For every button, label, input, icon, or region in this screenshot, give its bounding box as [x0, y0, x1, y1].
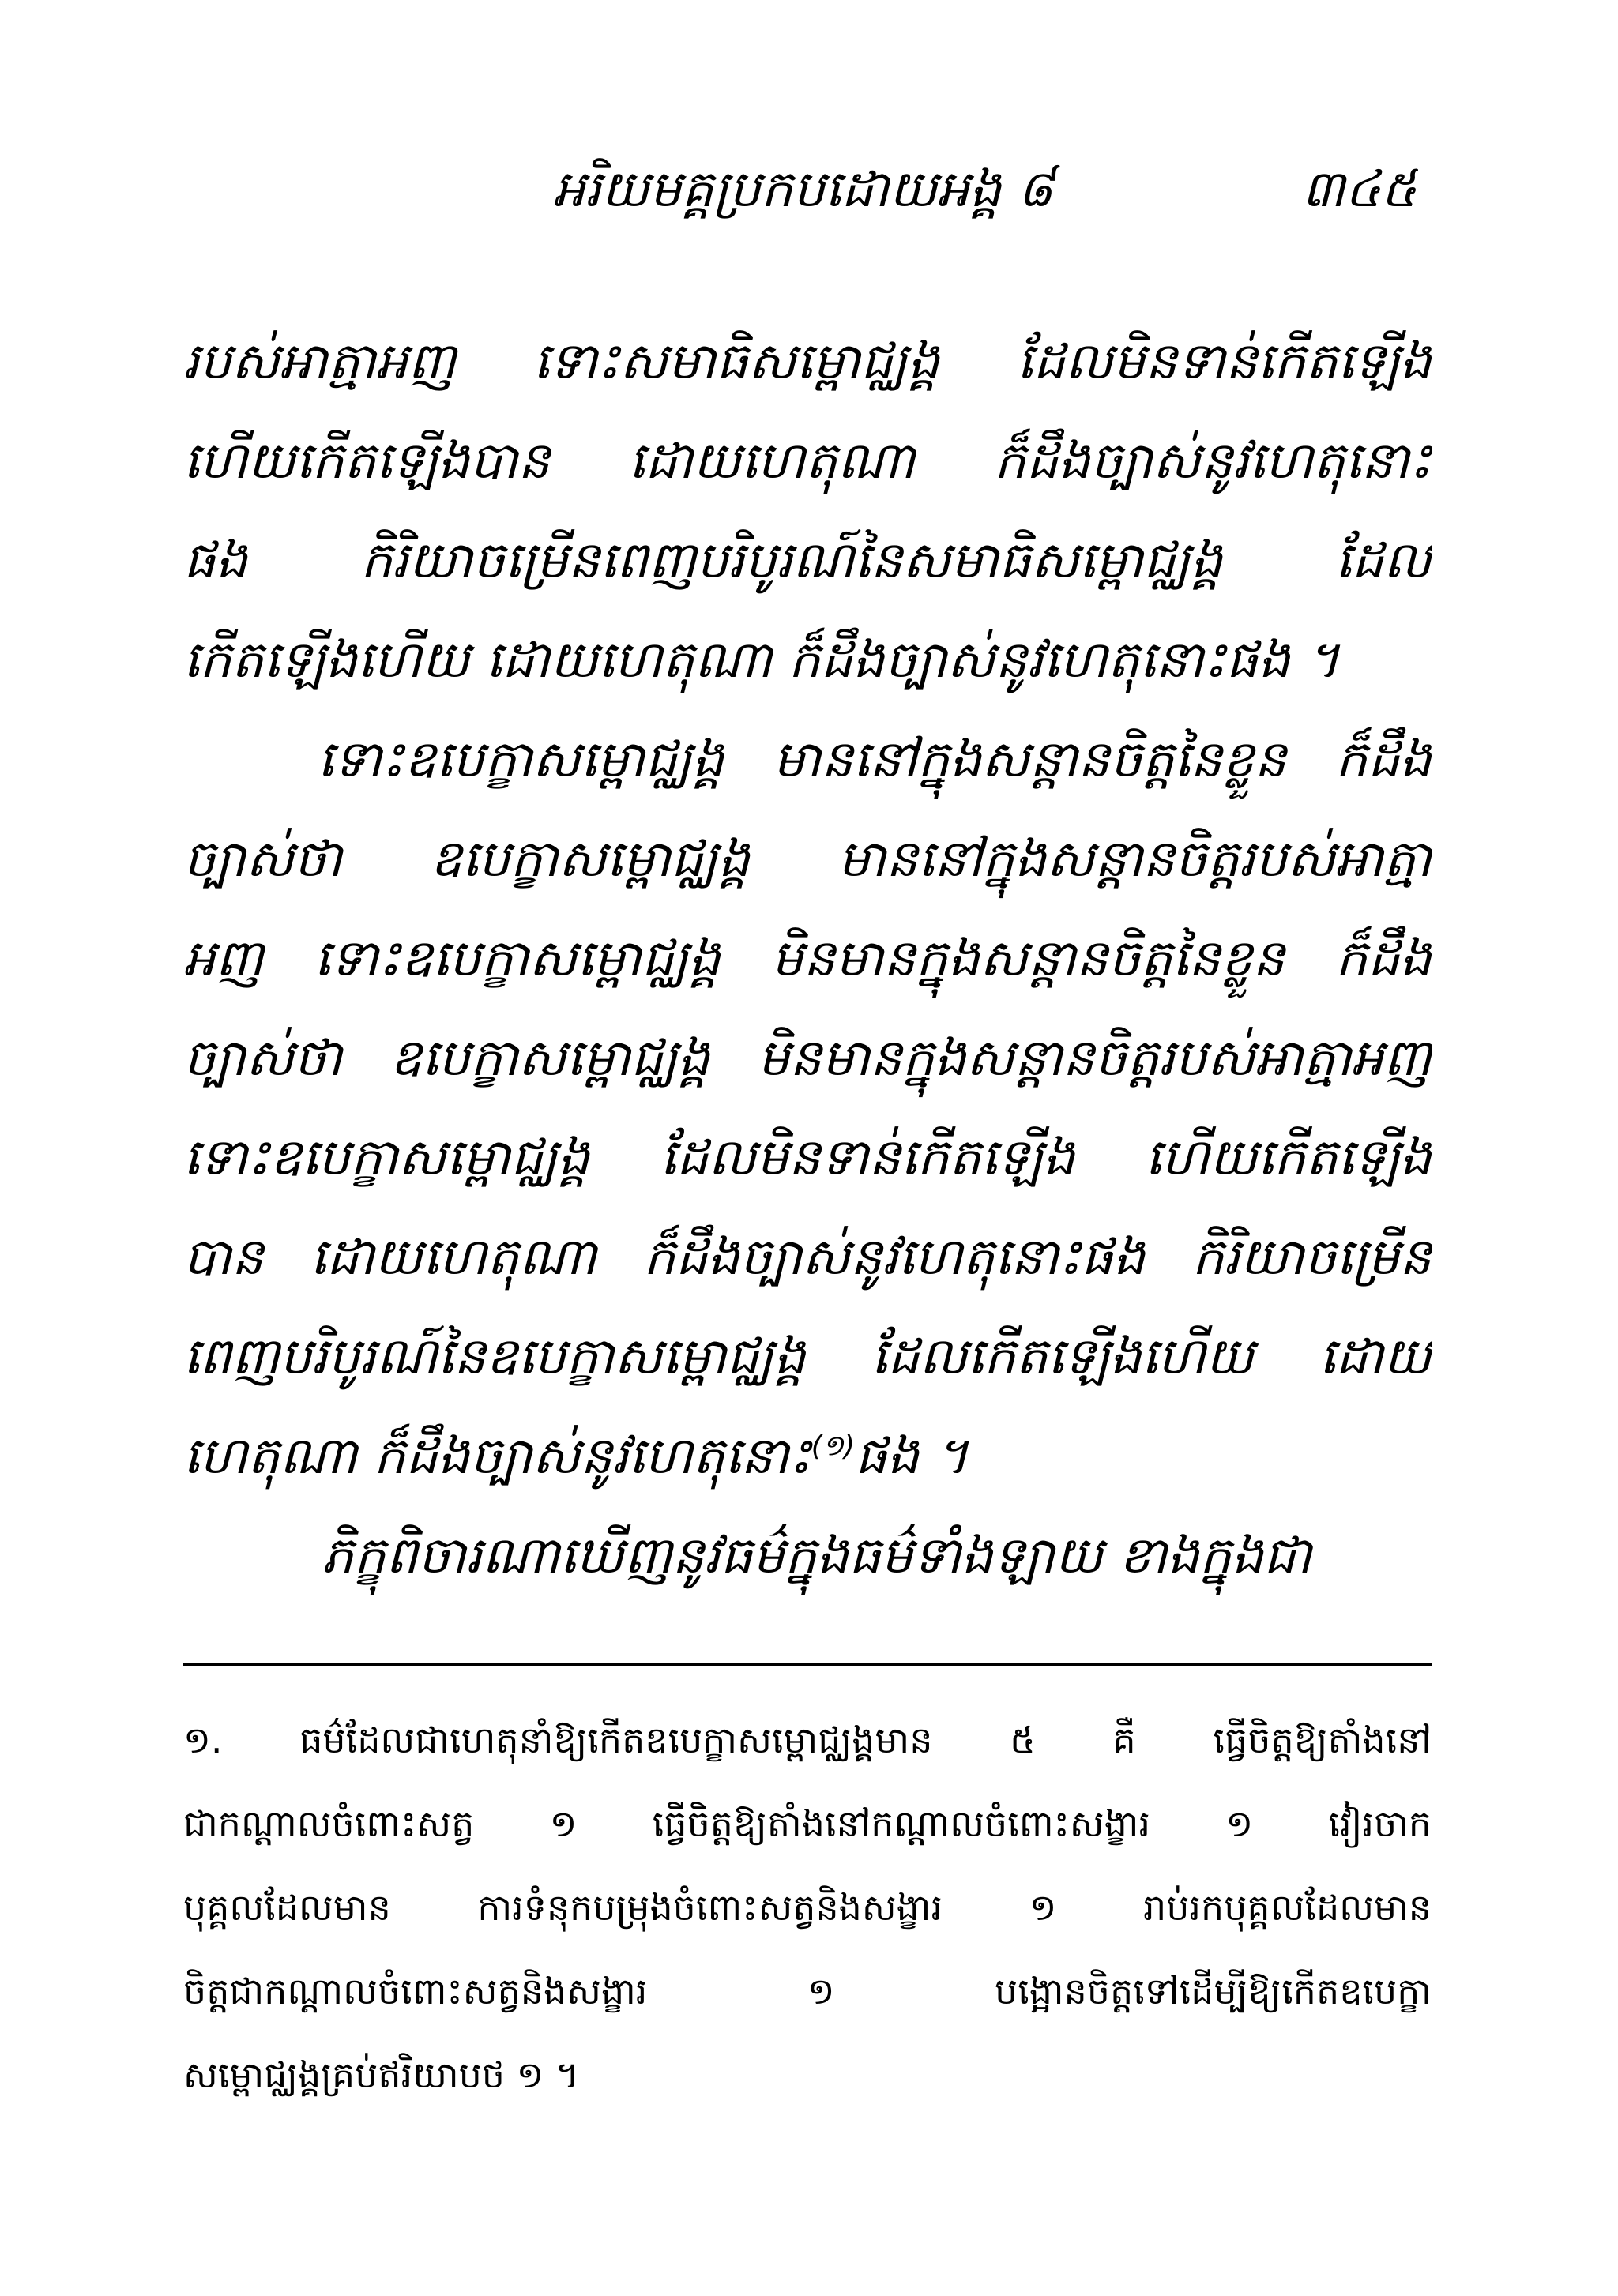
page-number: ៣៤៥ [1301, 160, 1417, 219]
body-line-tail: ផង ។ [855, 1427, 969, 1486]
running-header [0, 150, 1618, 245]
body-line-with-footnote-ref [183, 1407, 1432, 1506]
body-line: ច្បាស់ថា ឧបេក្ខាសម្ពោជ្ឈង្គ មិនមានក្នុងសន្តានចិត្តរបស់អាត្មាអញ [183, 1029, 1432, 1088]
body-line: របស់អាត្មាអញ ទោះសមាធិសម្ពោជ្ឈង្គ ដែលមិនទាន់កើតឡើង [183, 333, 1432, 391]
footnote-line: បុគ្គលដែលមាន ការទំនុកបម្រុងចំពោះសត្វនិងសង្ខារ ១ រាប់រកបុគ្គលដែលមាន [183, 1886, 1432, 1929]
body-line: ភិក្ខុពិចារណាឃើញនូវធម៌ក្នុងធម៌ទាំងឡាយ ខាងក្នុងជា [322, 1527, 1312, 1585]
running-title: អរិយមគ្គប្រកបដោយអង្គ ៨ [553, 160, 1054, 219]
footnote-reference: (១) [811, 1430, 856, 1463]
body-text [183, 312, 1432, 1606]
body-line: ហើយកើតឡើងបាន ដោយហេតុណា ក៏ដឹងច្បាស់នូវហេតុនោះ [183, 432, 1432, 490]
body-line-text: ហេតុណា ក៏ដឹងច្បាស់នូវហេតុនោះ [183, 1427, 811, 1486]
footnote-line: ជាកណ្ដាលចំពោះសត្វ ១ ធ្វើចិត្តឱ្យតាំងនៅកណ្ដាលចំពោះសង្ខារ ១ វៀរចាក [183, 1802, 1432, 1845]
footnote-line: ចិត្តជាកណ្ដាលចំពោះសត្វនិងសង្ខារ ១ បង្អោនចិត្តទៅដើម្បីឱ្យកើតឧបេក្ខា [183, 1970, 1432, 2012]
footnote-line: ១. ធម៌ដែលជាហេតុនាំឱ្យកើតឧបេក្ខាសម្ពោជ្ឈង្គមាន ៥ គឺ ធ្វើចិត្តឱ្យតាំងនៅ [183, 1719, 1432, 1761]
body-line: អញ ទោះឧបេក្ខាសម្ពោជ្ឈង្គ មិនមានក្នុងសន្តានចិត្តនៃខ្លួន ក៏ដឹង [183, 930, 1432, 988]
body-line: ទោះឧបេក្ខាសម្ពោជ្ឈង្គ ដែលមិនទាន់កើតឡើង ហើយកើតឡើង [183, 1129, 1432, 1187]
footnote-line: សម្ពោជ្ឈង្គគ្រប់ឥរិយាបថ ១ ។ [183, 2054, 580, 2096]
body-line: ពេញបរិបូរណ៍នៃឧបេក្ខាសម្ពោជ្ឈង្គ ដែលកើតឡើងហើយ ដោយ [183, 1328, 1432, 1386]
body-line: ផង កិរិយាចម្រើនពេញបរិបូរណ៍នៃសមាធិសម្ពោជ្ឈង្គ ដែល [183, 532, 1432, 590]
body-line: ទោះឧបេក្ខាសម្ពោជ្ឈង្គ មាននៅក្នុងសន្តានចិត្តនៃខ្លួន ក៏ដឹង [318, 731, 1432, 789]
footnote-separator [183, 1663, 1432, 1666]
body-line: កើតឡើងហើយ ដោយហេតុណា ក៏ដឹងច្បាស់នូវហេតុនោះផង ។ [183, 631, 1340, 690]
footnote-block [183, 1698, 1432, 2117]
body-line: ច្បាស់ថា ឧបេក្ខាសម្ពោជ្ឈង្គ មាននៅក្នុងសន្តានចិត្តរបស់អាត្មា [183, 830, 1432, 889]
body-line: បាន ដោយហេតុណា ក៏ដឹងច្បាស់នូវហេតុនោះផង កិរិយាចម្រើន [183, 1228, 1432, 1287]
